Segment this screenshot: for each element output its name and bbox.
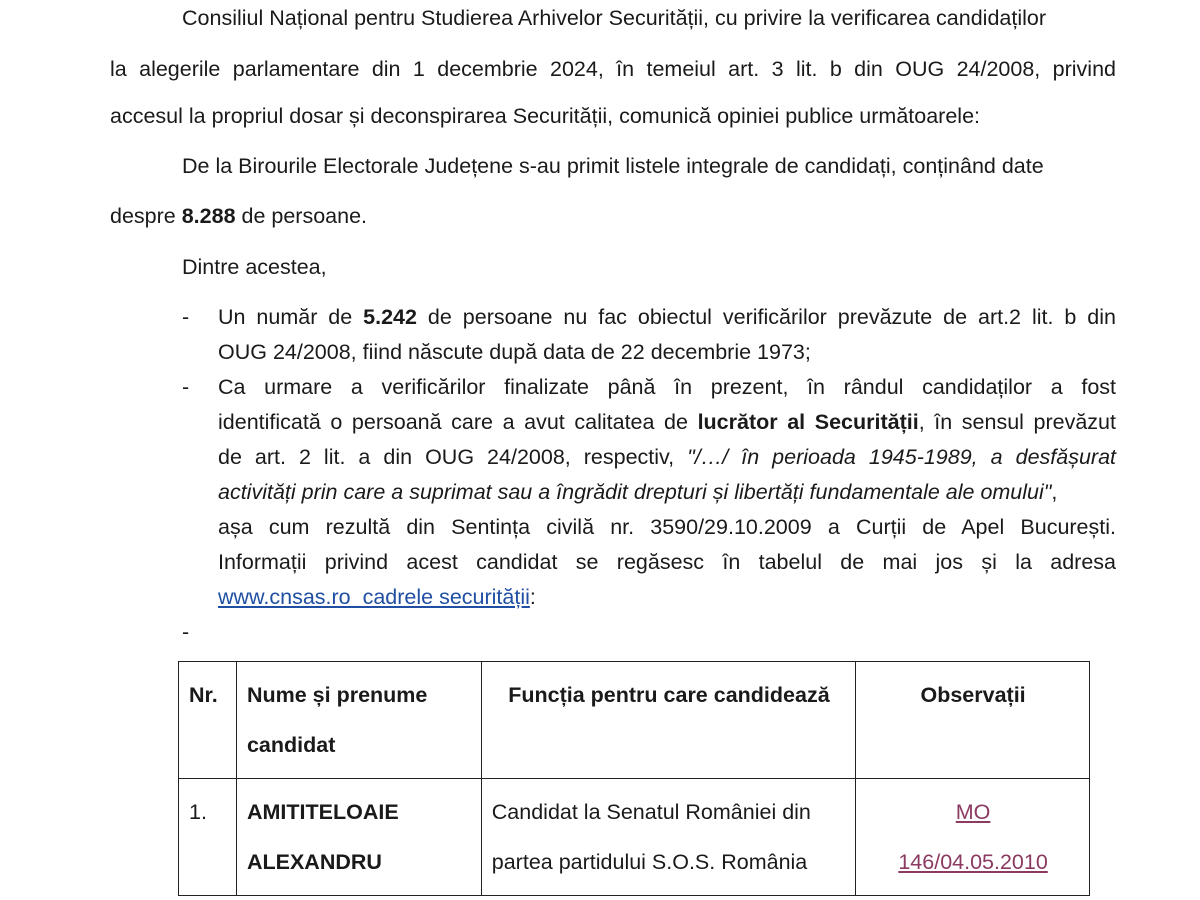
header-function-text: Funcția pentru care candidează	[508, 683, 830, 707]
cell-observations	[856, 779, 1090, 896]
text: Un număr de	[218, 305, 364, 329]
bullet-dash-empty: -	[182, 620, 190, 644]
header-name-line-1: Nume și prenume	[246, 683, 428, 707]
header-function	[481, 662, 855, 779]
bullet-dash-1: -	[182, 305, 190, 329]
text: Ca urmare a verificărilor finalizate până în prezent, în rândul candidaților a fost	[218, 375, 1116, 399]
text: :	[529, 585, 536, 609]
cell-name-line-2: ALEXANDRU	[246, 850, 382, 874]
cell-nr: 1.	[179, 779, 237, 896]
bullet-2-line-6	[218, 549, 1116, 575]
text: Informații privind acest candidat se regăsesc în tabelul de mai jos și la adresa	[218, 550, 1116, 574]
bullet-dash-2: -	[182, 375, 190, 399]
paragraph-1-line-1	[182, 5, 1046, 31]
bullet-2-line-1	[218, 374, 1116, 400]
mo-link-line-2[interactable]	[866, 837, 1080, 887]
legal-quote: "/…/ în perioada 1945-1989, a desfășurat	[687, 445, 1117, 469]
text: identificată o persoană care a avut calitatea de	[218, 410, 698, 434]
mo-link-number[interactable]: 146/04.05.2010	[898, 850, 1048, 874]
bold-term: lucrător al Securității	[697, 410, 919, 434]
text: de persoane.	[235, 204, 368, 228]
legal-quote: activități prin care a suprimat sau a îngrădit drepturi și libertăți fundamentale ale omului"	[218, 480, 1052, 504]
header-observations	[856, 662, 1090, 779]
table-row	[179, 779, 1090, 896]
cell-name-line-1: AMITITELOAIE	[246, 800, 399, 824]
text: Consiliul Național pentru Studierea Arhivelor Securității, cu privire la verificarea candidaților	[182, 6, 1046, 30]
table-header-row	[179, 662, 1090, 779]
cell-function-line-1: Candidat la Senatul României din	[491, 800, 811, 824]
cell-function-line-2: partea partidului S.O.S. România	[491, 850, 808, 874]
cell-function	[481, 779, 855, 896]
paragraph-2-line-1	[182, 153, 1044, 179]
text: așa cum rezultă din Sentința civilă nr. 3590/29.10.2009 a Curții de Apel București.	[218, 515, 1116, 539]
header-name-line-2: candidat	[246, 733, 336, 757]
bullet-1-line-2	[218, 339, 811, 365]
person-count-excluded: 5.242	[363, 305, 417, 329]
paragraph-2-line-2	[110, 203, 367, 229]
bullet-2-line-5	[218, 514, 1116, 540]
candidates-table	[178, 661, 1090, 896]
text: , în sensul prevăzut	[918, 410, 1116, 434]
text: de art. 2 lit. a din OUG 24/2008, respectiv,	[218, 445, 688, 469]
text: OUG 24/2008, fiind născute după data de 22 decembrie 1973;	[218, 340, 811, 364]
paragraph-1-line-2	[110, 56, 1116, 82]
cnsas-link[interactable]: www.cnsas.ro_cadrele securității	[218, 585, 530, 609]
paragraph-1-line-3	[110, 103, 980, 129]
paragraph-3	[182, 254, 327, 280]
text: Dintre acestea,	[182, 255, 327, 279]
bullet-1-line-1	[218, 304, 1116, 330]
person-count-total: 8.288	[181, 204, 236, 228]
cell-name	[236, 779, 481, 896]
text: De la Birourile Electorale Județene s-au primit listele integrale de candidați, conținând date	[182, 154, 1044, 178]
bullet-2-line-2	[218, 409, 1116, 435]
text: de persoane nu fac obiectul verificărilor prevăzute de art.2 lit. b din	[416, 305, 1116, 329]
bullet-2-line-7	[218, 584, 536, 610]
bullet-2-line-4	[218, 479, 1057, 505]
header-observations-text: Observații	[920, 683, 1026, 707]
mo-link-text[interactable]: MO	[955, 800, 991, 824]
bullet-2-line-3	[218, 444, 1116, 470]
text: ,	[1051, 480, 1058, 504]
text: despre	[110, 204, 182, 228]
header-nr: Nr.	[179, 662, 237, 779]
header-name	[236, 662, 481, 779]
text: la alegerile parlamentare din 1 decembrie 2024, în temeiul art. 3 lit. b din OUG 24/2008, privind	[110, 57, 1116, 81]
text: accesul la propriul dosar și deconspirarea Securității, comunică opiniei publice următoarele:	[110, 104, 981, 128]
mo-link-line-1[interactable]	[866, 787, 1080, 837]
